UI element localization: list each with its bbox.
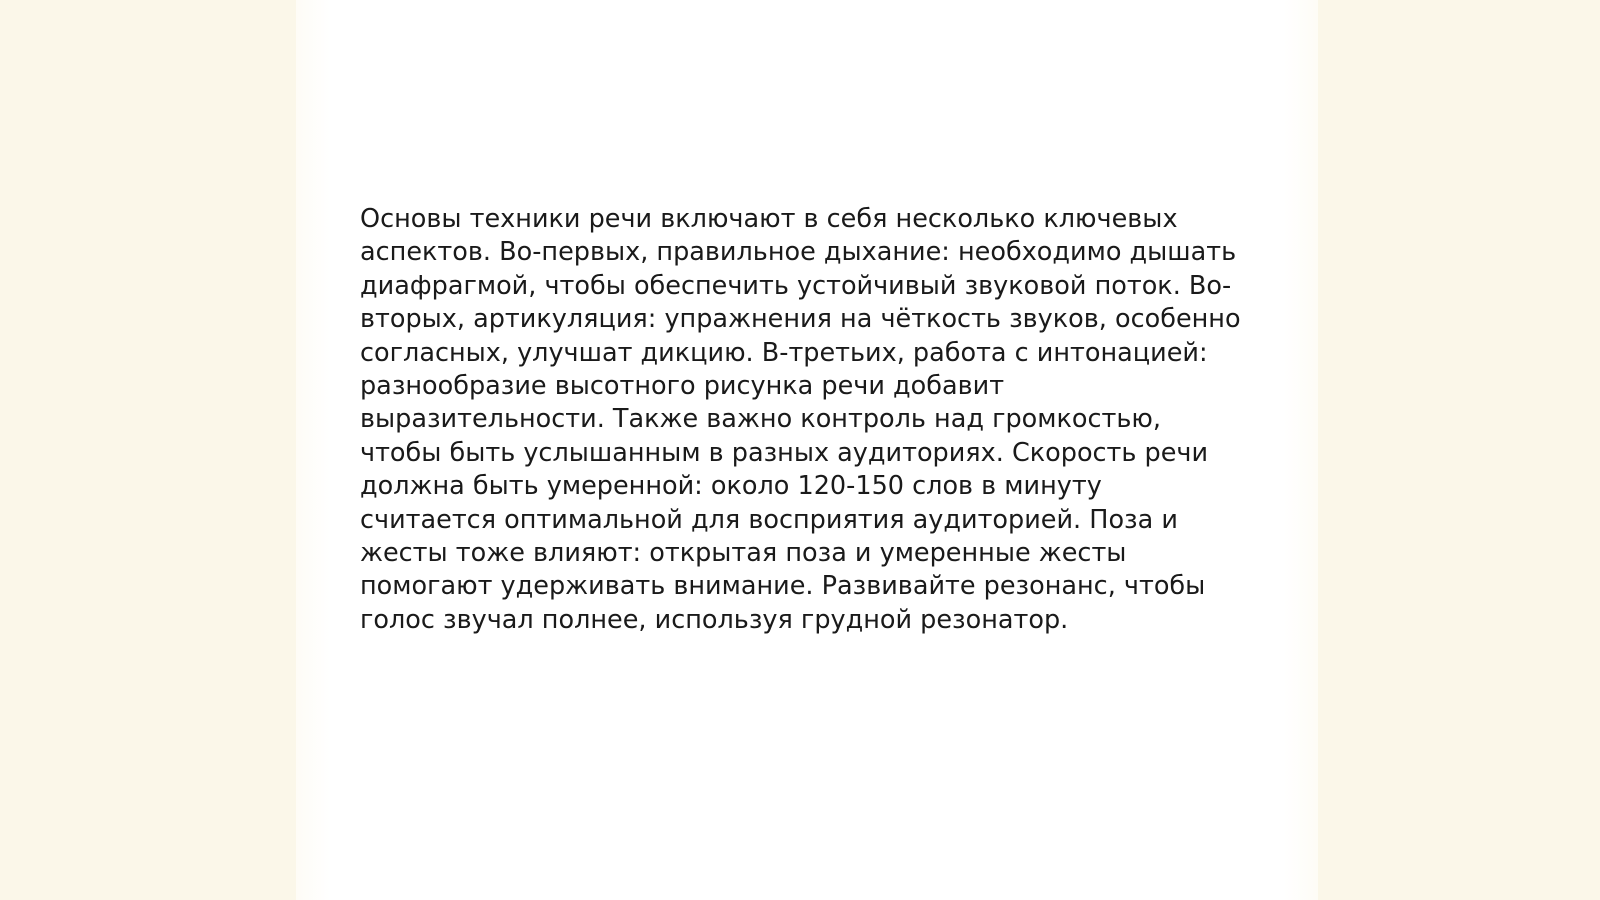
body-paragraph: Основы техники речи включают в себя несколько ключевых аспектов. Во-первых, правильное дыхание: необходимо дышать диафрагмой, чтобы обеспечить устойчивый звуковой поток. Во-вторых, артикуляция: упражнения на чёткость звуков, особенно согласных, улучшат дикцию. В-третьих, работа с интонацией: разнообразие высотного рисунка речи добавит выразительности. Также важно контроль над громкостью, чтобы быть услышанным в разных аудиториях. Скорость речи должна быть умеренной: около 120-150 слов в минуту считается оптимальной для восприятия аудиторией. Поза и жесты тоже влияют: открытая поза и умеренные жесты помогают удерживать внимание. Развивайте резонанс, чтобы голос звучал полнее, используя грудной резонатор. — [360, 204, 1241, 635]
document-sheet — [296, 0, 1318, 900]
text-block — [360, 203, 1242, 637]
